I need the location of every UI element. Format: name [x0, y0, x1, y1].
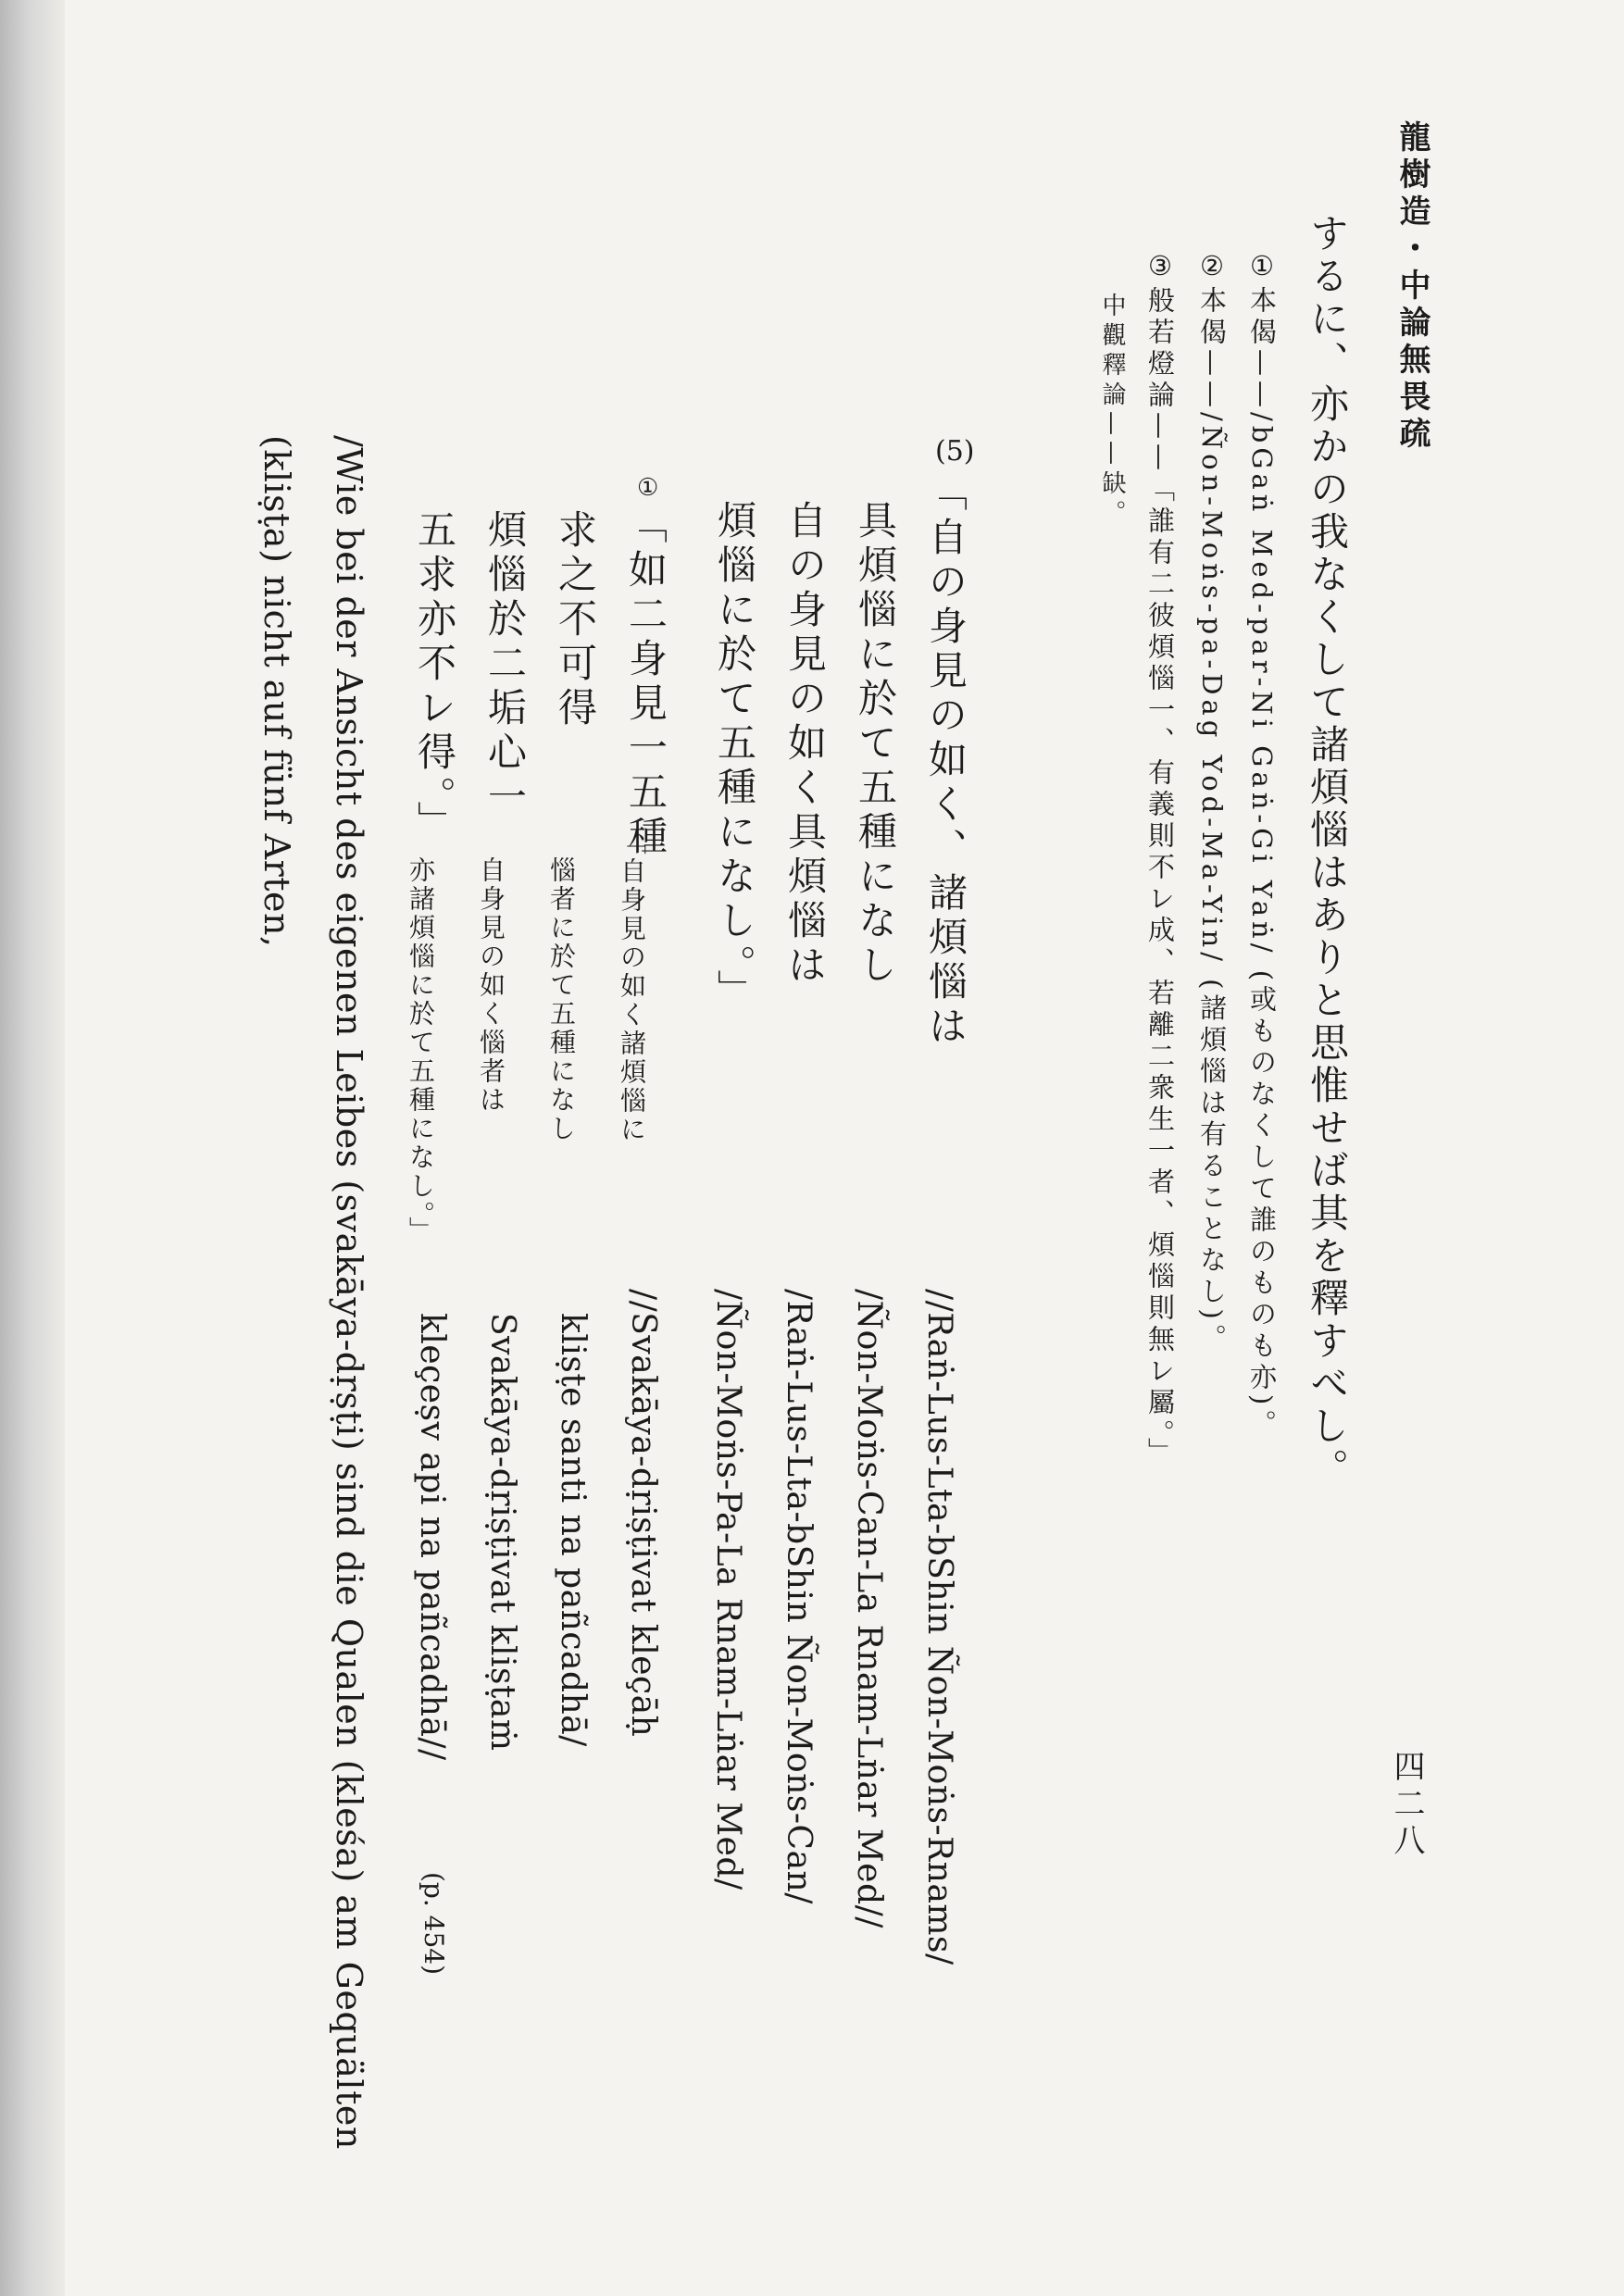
- footnote-marker: ②: [1196, 250, 1228, 286]
- footnote-text: 本偈——/Ñon-Moṅs-pa-Dag Yod-Ma-Yin/ (諸煩惱は有ることなし)。: [1196, 286, 1228, 1355]
- translation-line-4: 煩惱に於て五種になし。」: [712, 500, 757, 1014]
- sanskrit-line-4: kleçeṣv api na pañcadhā//: [413, 1313, 451, 1761]
- german-line-2: (kliṣṭa) nicht auf fünf Arten,: [256, 435, 297, 948]
- footnote-4: 中觀釋論——缺。: [1098, 293, 1126, 530]
- sanskrit-line-3: Svakāya-dṛiṣṭivat kliṣṭaṁ: [483, 1313, 521, 1752]
- chinese-line-2: 求之不可得: [553, 509, 598, 731]
- tibetan-line-2: /Ñon-Moṅs-Can-La Rnam-Lṅar Med//: [850, 1289, 888, 1928]
- tibetan-line-4: /Ñon-Moṅs-Pa-La Rnam-Lṅar Med/: [709, 1289, 747, 1890]
- footnote-3: [1144, 250, 1176, 1469]
- tibetan-line-3: /Raṅ-Lus-Lta-bShin Ñon-Moṅs-Can/: [780, 1289, 818, 1904]
- sanskrit-line-2: kliṣṭe santi na pañcadhā/: [554, 1313, 592, 1747]
- chinese-line-3: 煩惱於二垢心一: [482, 509, 528, 820]
- footnote-2: [1196, 250, 1228, 1355]
- gloss-line-1: 「自身見の如く諸煩惱に: [617, 829, 647, 1144]
- chinese-line-1: 「如二身見一五種: [623, 505, 668, 860]
- footnote-marker: ①: [1246, 250, 1278, 286]
- chinese-verse-marker: ①: [637, 474, 659, 502]
- gloss-line-4: 亦諸煩惱に於て五種になし。」: [406, 856, 436, 1245]
- translation-line-2: 具煩惱に於て五種になし: [853, 500, 898, 989]
- gloss-line-2: 惱者に於て五種になし: [546, 856, 577, 1143]
- chinese-line-4: 五求亦不レ得。」: [412, 509, 457, 845]
- tibetan-line-1: //Raṅ-Lus-Lta-bShin Ñon-Moṅs-Rnams/: [920, 1289, 958, 1965]
- footnote-text: 般若燈論——「誰有二彼煩惱一、有義則不レ成、若離二衆生一者、煩惱則無レ屬。」: [1144, 286, 1176, 1469]
- translation-line-3: 自の身見の如く具煩惱は: [782, 500, 828, 989]
- footnote-1: [1246, 250, 1278, 1441]
- sanskrit-line-1: //Svakāya-dṛiṣṭivat kleçāḥ: [624, 1289, 662, 1738]
- running-header-title: 龍樹造・中論無畏疏: [1393, 120, 1430, 454]
- gloss-line-3: 自身見の如く惱者は: [476, 856, 506, 1115]
- footnote-marker: ③: [1144, 250, 1176, 286]
- page-reference: (p. 454): [418, 1872, 449, 1976]
- intro-line: するに、亦かの我なくして諸煩惱はありと思惟せば其を釋すべし。: [1305, 213, 1350, 1491]
- translation-line-1: 「自の身見の如く、諸煩惱は: [923, 472, 968, 1050]
- footnote-text: 本偈——/bGaṅ Med-par-Ni Gaṅ-Gi Yaṅ/ (或ものなくして誰のものも亦)。: [1246, 286, 1278, 1441]
- page-number: 四二八: [1388, 1750, 1425, 1861]
- german-line-1: /Wie bei der Ansicht des eigenen Leibes (svakāya-dṛṣṭi) sind die Qualen (kleśa) am Gequälten: [329, 435, 369, 2150]
- verse-number: (5): [935, 435, 975, 468]
